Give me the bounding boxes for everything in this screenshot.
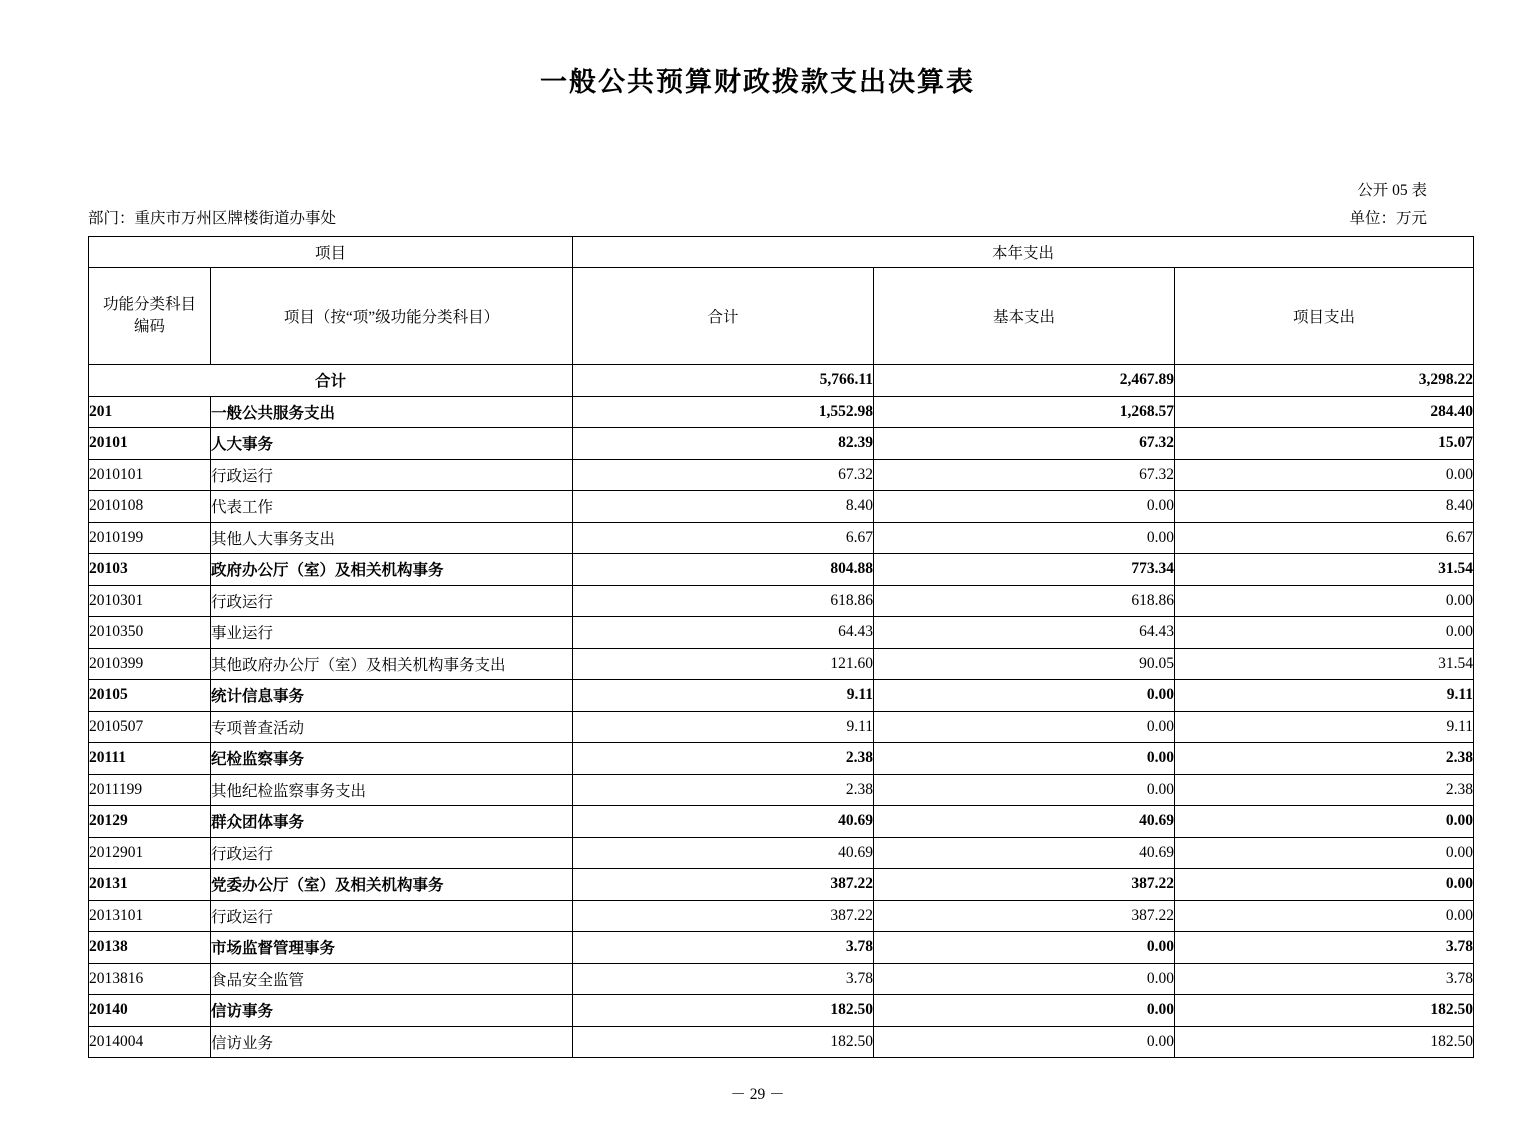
row-project: 3.78	[1175, 932, 1474, 964]
row-project: 31.54	[1175, 648, 1474, 680]
table-row	[89, 428, 1474, 460]
header-code-line1: 功能分类科目	[102, 295, 196, 313]
row-total: 387.22	[573, 900, 874, 932]
table-row	[89, 1026, 1474, 1058]
row-total: 182.50	[573, 995, 874, 1027]
row-name: 行政运行	[211, 900, 573, 932]
table-row	[89, 711, 1474, 743]
row-code: 2013101	[89, 900, 211, 932]
row-name: 食品安全监管	[211, 963, 573, 995]
header-name-column: 项目（按“项”级功能分类科目）	[211, 268, 573, 365]
row-code: 2011199	[89, 774, 211, 806]
row-project: 9.11	[1175, 680, 1474, 712]
total-row-label: 合计	[89, 365, 573, 397]
row-code: 201	[89, 396, 211, 428]
table-row	[89, 932, 1474, 964]
row-total: 64.43	[573, 617, 874, 649]
table-row	[89, 963, 1474, 995]
row-total: 40.69	[573, 837, 874, 869]
table-row	[89, 459, 1474, 491]
row-total: 3.78	[573, 932, 874, 964]
row-total: 121.60	[573, 648, 874, 680]
table-row-total	[89, 365, 1474, 397]
row-code: 2010101	[89, 459, 211, 491]
row-code: 2014004	[89, 1026, 211, 1058]
header-project-column: 项目支出	[1175, 268, 1474, 365]
row-total: 3.78	[573, 963, 874, 995]
row-code: 2010108	[89, 491, 211, 523]
row-project: 0.00	[1175, 900, 1474, 932]
table-row	[89, 522, 1474, 554]
row-basic: 64.43	[874, 617, 1175, 649]
row-name: 行政运行	[211, 837, 573, 869]
header-project-group: 项目	[89, 237, 573, 268]
row-basic: 0.00	[874, 491, 1175, 523]
row-total: 387.22	[573, 869, 874, 901]
row-project: 284.40	[1175, 396, 1474, 428]
row-basic: 0.00	[874, 680, 1175, 712]
row-basic: 387.22	[874, 869, 1175, 901]
header-code-line2: 编码	[133, 318, 165, 335]
row-basic: 0.00	[874, 711, 1175, 743]
row-total: 6.67	[573, 522, 874, 554]
row-name: 统计信息事务	[211, 680, 573, 712]
row-project: 6.67	[1175, 522, 1474, 554]
department-label: 部门：重庆市万州区牌楼街道办事处	[88, 210, 337, 227]
table-row	[89, 837, 1474, 869]
row-basic: 67.32	[874, 459, 1175, 491]
row-name: 专项普查活动	[211, 711, 573, 743]
row-name: 人大事务	[211, 428, 573, 460]
table-header-row	[89, 268, 1474, 365]
row-project: 2.38	[1175, 743, 1474, 775]
row-code: 2010199	[89, 522, 211, 554]
row-name: 信访业务	[211, 1026, 573, 1058]
row-name: 代表工作	[211, 491, 573, 523]
row-name: 党委办公厅（室）及相关机构事务	[211, 869, 573, 901]
table-row	[89, 680, 1474, 712]
row-project: 182.50	[1175, 1026, 1474, 1058]
row-total: 804.88	[573, 554, 874, 586]
row-code: 2010301	[89, 585, 211, 617]
row-code: 20111	[89, 743, 211, 775]
row-name: 群众团体事务	[211, 806, 573, 838]
row-project: 2.38	[1175, 774, 1474, 806]
row-name: 一般公共服务支出	[211, 396, 573, 428]
row-project: 0.00	[1175, 869, 1474, 901]
row-basic: 0.00	[874, 743, 1175, 775]
row-project: 0.00	[1175, 806, 1474, 838]
row-basic: 67.32	[874, 428, 1175, 460]
row-name: 其他纪检监察事务支出	[211, 774, 573, 806]
budget-table	[88, 236, 1474, 1058]
row-project: 15.07	[1175, 428, 1474, 460]
meta-row	[88, 206, 1427, 228]
row-name: 事业运行	[211, 617, 573, 649]
row-project: 31.54	[1175, 554, 1474, 586]
row-project: 0.00	[1175, 585, 1474, 617]
table-row	[89, 617, 1474, 649]
row-project: 0.00	[1175, 837, 1474, 869]
row-total: 67.32	[573, 459, 874, 491]
header-total-column: 合计	[573, 268, 874, 365]
table-row	[89, 648, 1474, 680]
unit-label: 单位：万元	[1349, 210, 1427, 227]
row-code: 2010399	[89, 648, 211, 680]
row-project: 9.11	[1175, 711, 1474, 743]
row-total: 2.38	[573, 743, 874, 775]
row-code: 20101	[89, 428, 211, 460]
row-basic: 0.00	[874, 963, 1175, 995]
row-code: 20129	[89, 806, 211, 838]
row-total: 2.38	[573, 774, 874, 806]
row-basic: 90.05	[874, 648, 1175, 680]
row-basic: 1,268.57	[874, 396, 1175, 428]
row-project: 3.78	[1175, 963, 1474, 995]
table-header-group-row	[89, 237, 1474, 268]
sheet-number-label: 公开 05 表	[1357, 182, 1427, 199]
table-row	[89, 900, 1474, 932]
row-name: 信访事务	[211, 995, 573, 1027]
page-footer: － 29 －	[730, 1086, 785, 1103]
total-row-project: 3,298.22	[1175, 365, 1474, 397]
table-row	[89, 396, 1474, 428]
row-project: 0.00	[1175, 459, 1474, 491]
document-page	[0, 60, 1515, 1129]
row-basic: 0.00	[874, 774, 1175, 806]
row-basic: 0.00	[874, 932, 1175, 964]
row-basic: 773.34	[874, 554, 1175, 586]
row-total: 40.69	[573, 806, 874, 838]
header-current-year-group: 本年支出	[573, 237, 1474, 268]
row-name: 市场监督管理事务	[211, 932, 573, 964]
row-code: 2010507	[89, 711, 211, 743]
total-row-basic: 2,467.89	[874, 365, 1175, 397]
table-row	[89, 806, 1474, 838]
row-name: 纪检监察事务	[211, 743, 573, 775]
row-name: 政府办公厅（室）及相关机构事务	[211, 554, 573, 586]
row-total: 82.39	[573, 428, 874, 460]
header-code-column	[89, 268, 211, 365]
row-project: 182.50	[1175, 995, 1474, 1027]
table-row	[89, 743, 1474, 775]
table-row	[89, 774, 1474, 806]
row-name: 其他人大事务支出	[211, 522, 573, 554]
row-code: 20140	[89, 995, 211, 1027]
table-row	[89, 995, 1474, 1027]
row-name: 行政运行	[211, 585, 573, 617]
row-basic: 0.00	[874, 995, 1175, 1027]
row-basic: 0.00	[874, 522, 1175, 554]
page-title: 一般公共预算财政拨款支出决算表	[540, 67, 975, 97]
row-code: 20105	[89, 680, 211, 712]
table-row	[89, 491, 1474, 523]
row-basic: 0.00	[874, 1026, 1175, 1058]
table-row	[89, 554, 1474, 586]
row-basic: 387.22	[874, 900, 1175, 932]
header-basic-column: 基本支出	[874, 268, 1175, 365]
row-code: 2013816	[89, 963, 211, 995]
row-total: 618.86	[573, 585, 874, 617]
row-name: 行政运行	[211, 459, 573, 491]
table-row	[89, 585, 1474, 617]
row-name: 其他政府办公厅（室）及相关机构事务支出	[211, 648, 573, 680]
row-total: 9.11	[573, 680, 874, 712]
row-project: 8.40	[1175, 491, 1474, 523]
row-basic: 618.86	[874, 585, 1175, 617]
row-total: 9.11	[573, 711, 874, 743]
total-row-total: 5,766.11	[573, 365, 874, 397]
row-code: 20103	[89, 554, 211, 586]
row-basic: 40.69	[874, 837, 1175, 869]
row-project: 0.00	[1175, 617, 1474, 649]
row-code: 20131	[89, 869, 211, 901]
row-code: 2010350	[89, 617, 211, 649]
row-total: 1,552.98	[573, 396, 874, 428]
row-total: 8.40	[573, 491, 874, 523]
row-code: 2012901	[89, 837, 211, 869]
table-row	[89, 869, 1474, 901]
row-total: 182.50	[573, 1026, 874, 1058]
row-basic: 40.69	[874, 806, 1175, 838]
row-code: 20138	[89, 932, 211, 964]
